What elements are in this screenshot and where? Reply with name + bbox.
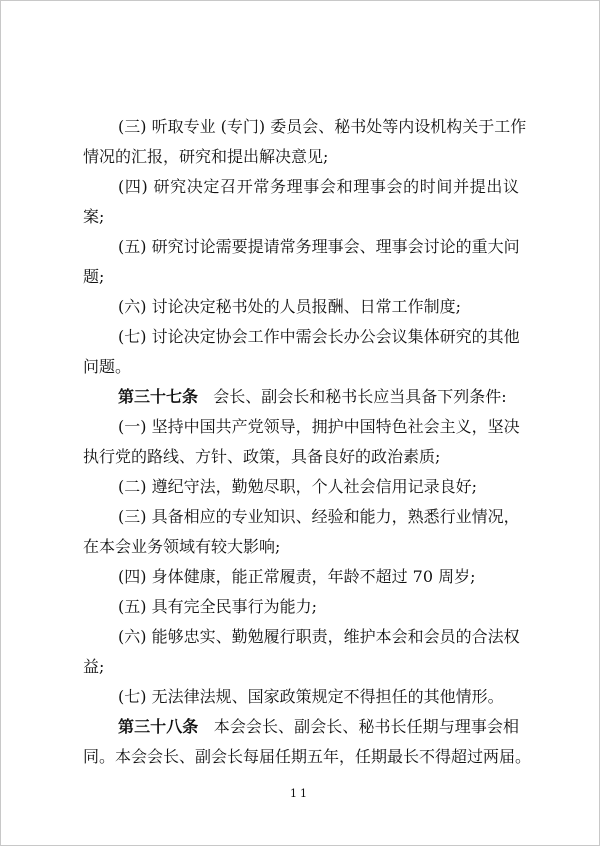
condition-5-line: (五) 具有完全民事行为能力; xyxy=(118,597,317,616)
clause-5-line-2: 题; xyxy=(83,267,105,286)
article-37-text: 会长、副会长和秘书长应当具备下列条件: xyxy=(213,387,507,406)
condition-2-line: (二) 遵纪守法，勤勉尽职，个人社会信用记录良好; xyxy=(118,477,477,496)
article-37-heading: 第三十七条 xyxy=(118,387,199,406)
article-38-heading: 第三十八条 xyxy=(118,717,199,736)
clause-7-line-2: 问题。 xyxy=(83,357,132,376)
clause-6-line: (六) 讨论决定秘书处的人员报酬、日常工作制度; xyxy=(118,297,461,316)
condition-4-line: (四) 身体健康，能正常履责，年龄不超过 70 周岁; xyxy=(118,567,476,586)
clause-5-line-1: (五) 研究讨论需要提请常务理事会、理事会讨论的重大问 xyxy=(118,237,520,256)
clause-7-line-1: (七) 讨论决定协会工作中需会长办公会议集体研究的其他 xyxy=(118,327,520,346)
clause-4-line-2: 案; xyxy=(83,207,105,226)
clause-3-line-1: (三) 听取专业 (专门) 委员会、秘书处等内设机构关于工作 xyxy=(118,117,527,136)
condition-6-line-2: 益; xyxy=(83,657,105,676)
article-38-line-2: 同。本会会长、副会长每届任期五年，任期最长不得超过两届。 xyxy=(83,747,532,766)
article-38-text: 本会会长、副会长、秘书长任期与理事会相 xyxy=(213,717,519,736)
clause-3-line-2: 情况的汇报，研究和提出解决意见; xyxy=(83,147,329,166)
condition-7-line: (七) 无法律法规、国家政策规定不得担任的其他情形。 xyxy=(118,687,504,706)
article-38-line-1 xyxy=(118,717,519,737)
page-number: 11 xyxy=(290,787,310,800)
condition-1-line-1: (一) 坚持中国共产党领导，拥护中国特色社会主义，坚决 xyxy=(118,417,520,436)
condition-3-line-1: (三) 具备相应的专业知识、经验和能力，熟悉行业情况， xyxy=(118,507,520,526)
condition-3-line-2: 在本会业务领域有较大影响; xyxy=(83,537,281,556)
condition-6-line-1: (六) 能够忠实、勤勉履行职责，维护本会和会员的合法权 xyxy=(118,627,520,646)
clause-4-line-1: (四) 研究决定召开常务理事会和理事会的时间并提出议 xyxy=(118,177,519,196)
article-37 xyxy=(118,387,519,407)
condition-1-line-2: 执行党的路线、方针、政策，具备良好的政治素质; xyxy=(83,447,441,466)
